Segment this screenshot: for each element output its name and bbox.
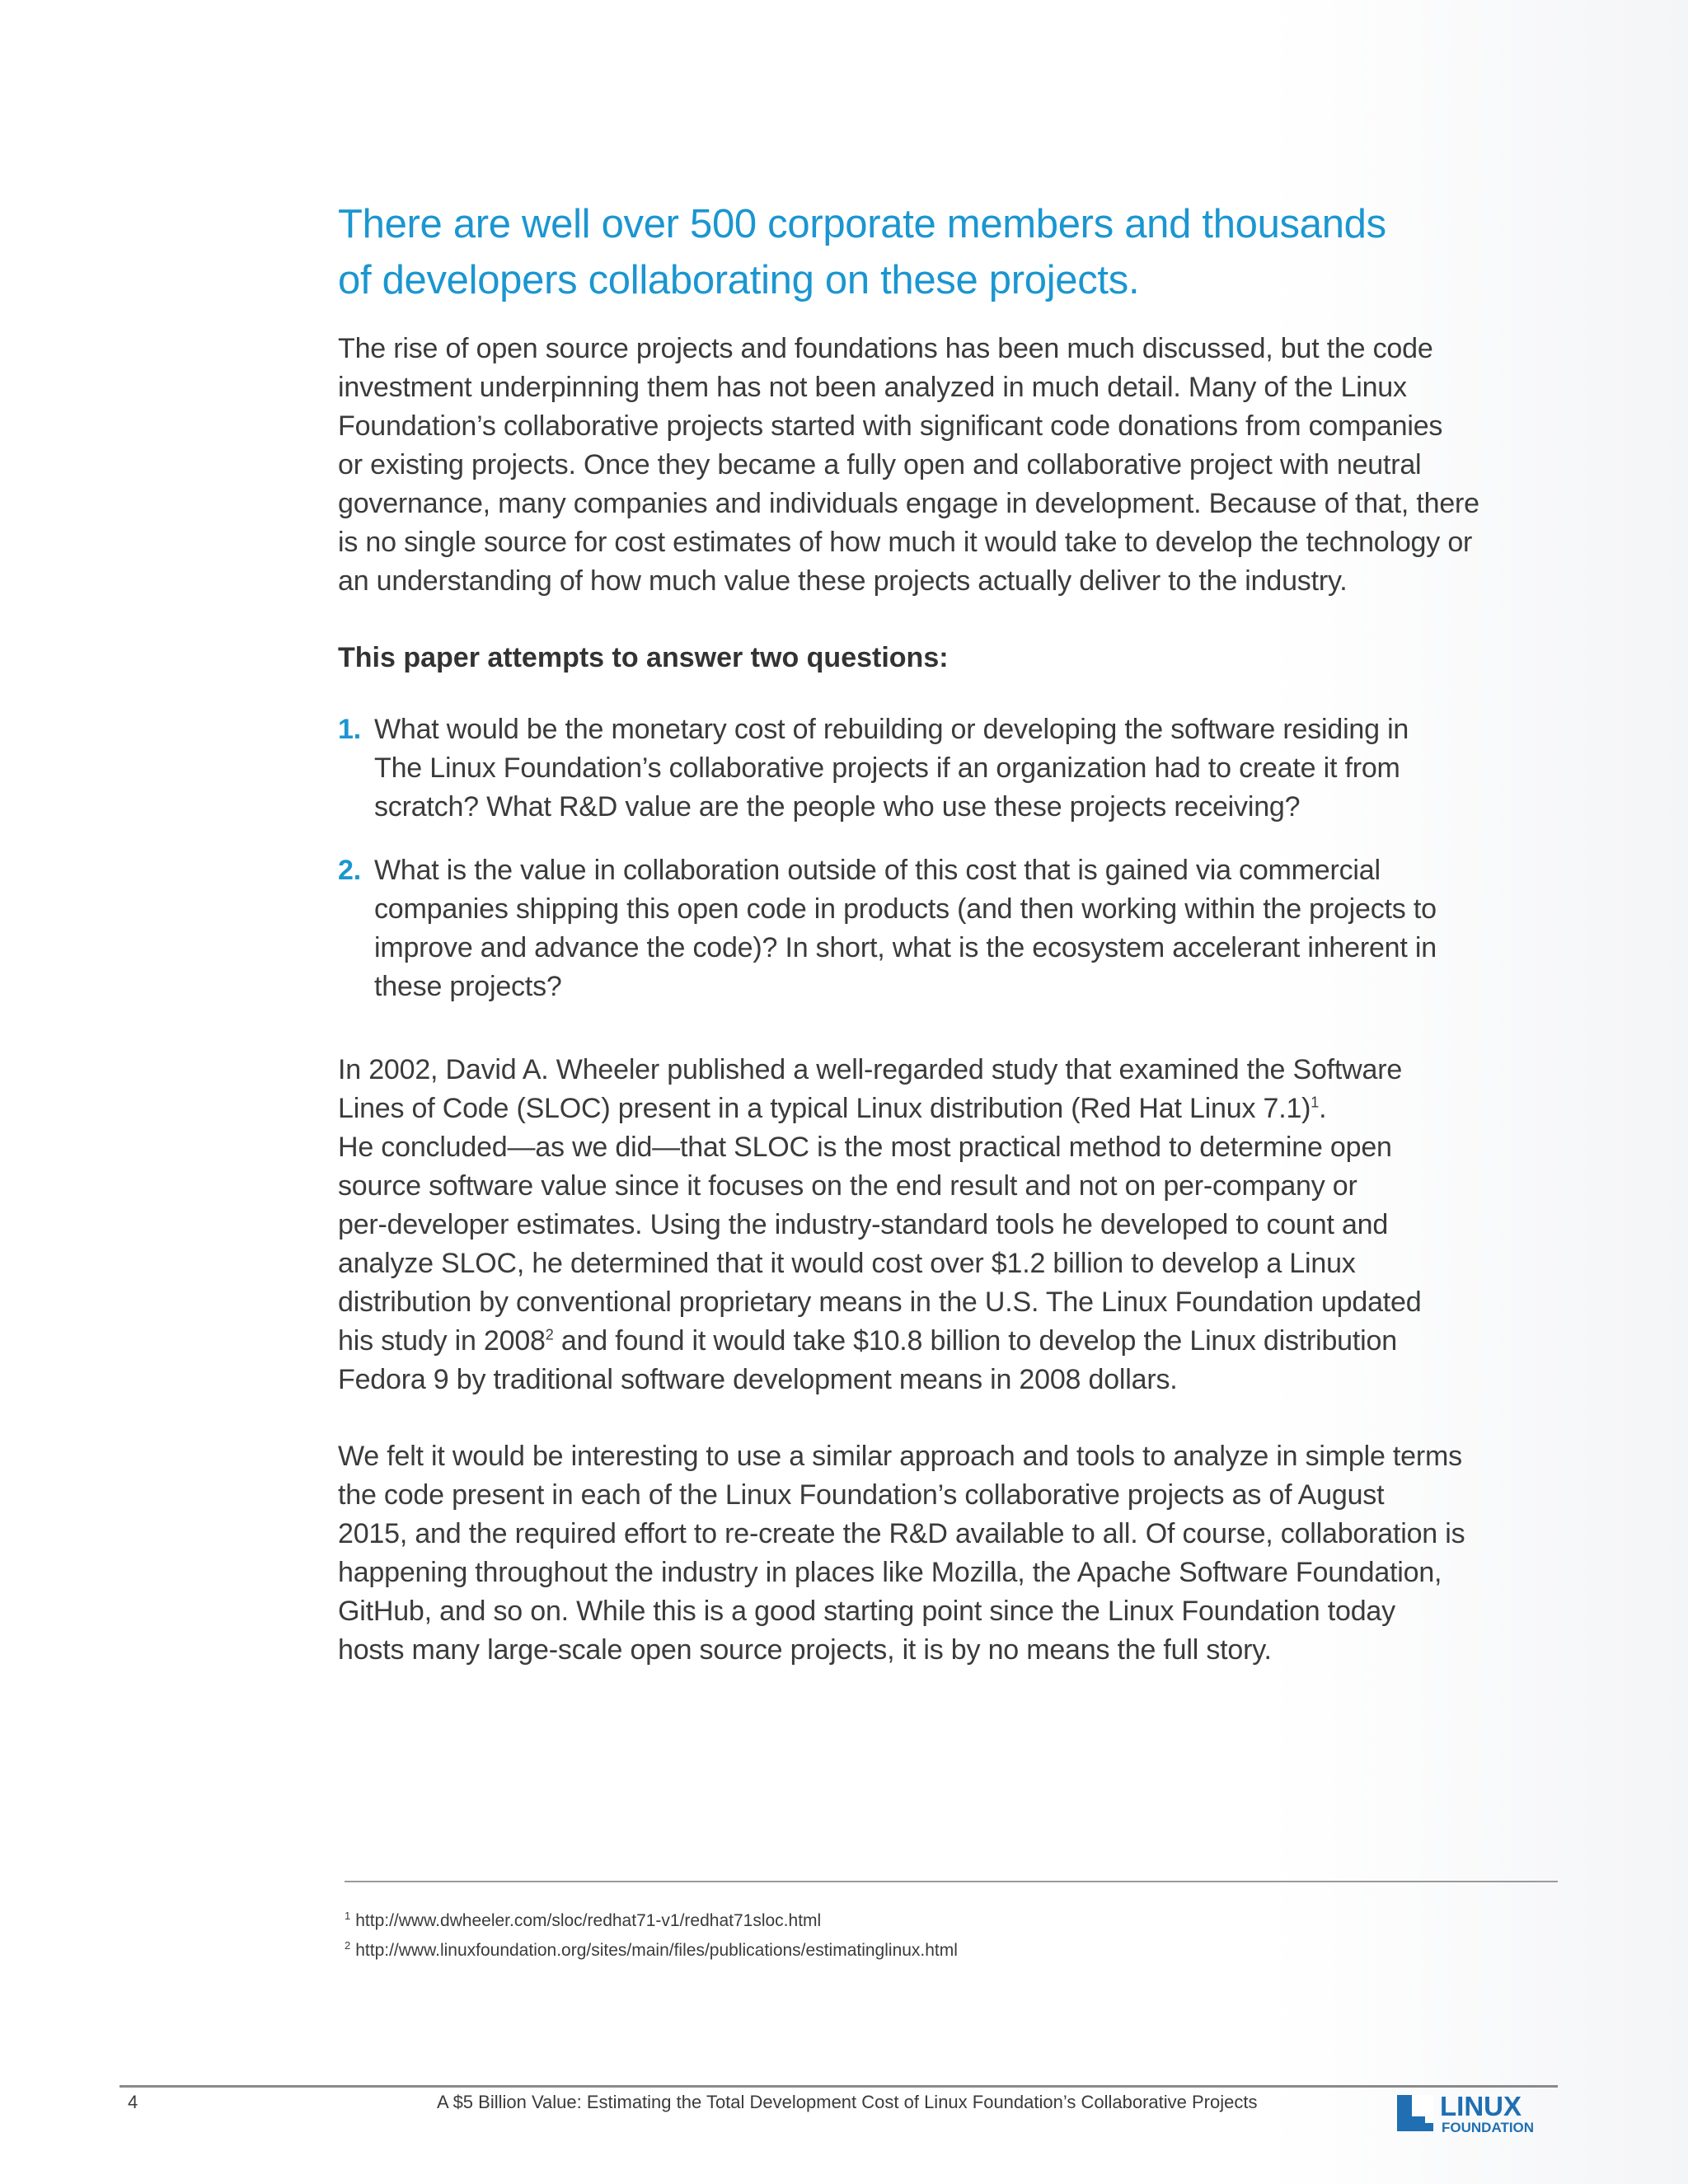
paragraph-line: distribution by conventional proprietary means in the U.S. The Linux Foundation updated [338, 1286, 1422, 1318]
question-line: What is the value in collaboration outside of this cost that is gained via commercial [374, 855, 1381, 886]
paragraph-line: source software value since it focuses on the end result and not on per-company or [338, 1170, 1357, 1202]
paragraph-line [338, 1090, 1558, 1128]
linux-foundation-logo-icon [1395, 2090, 1560, 2136]
paragraph-line: He concluded—as we did—that SLOC is the most practical method to determine open [338, 1132, 1392, 1163]
question-item [338, 710, 1558, 827]
footnote-mark: 1 [345, 1910, 351, 1922]
footnote-ref: 2 [545, 1326, 554, 1343]
intro-paragraph [338, 330, 1558, 601]
question-line: What would be the monetary cost of rebuilding or developing the software residing in [374, 714, 1409, 745]
headline-line: of developers collaborating on these projects. [338, 258, 1140, 302]
question-line: The Linux Foundation’s collaborative projects if an organization had to create it from [374, 752, 1400, 784]
footnote-item [345, 1933, 958, 1963]
line-text: his study in 2008 [338, 1325, 546, 1357]
question-number: 2. [338, 855, 361, 886]
paragraph-line: In 2002, David A. Wheeler published a well-regarded study that examined the Software [338, 1054, 1403, 1085]
paragraph-line: analyze SLOC, he determined that it would cost over $1.2 billion to develop a Linux [338, 1248, 1356, 1279]
main-content [338, 196, 1558, 1670]
page-number: 4 [128, 2092, 138, 2112]
question-line: scratch? What R&D value are the people who use these projects receiving? [374, 791, 1301, 823]
paragraph-line: Foundation’s collaborative projects started with significant code donations from companies [338, 410, 1443, 442]
footnote-link[interactable]: http://www.linuxfoundation.org/sites/main/files/publications/estimatinglinux.html [355, 1941, 958, 1960]
footnotes [345, 1904, 958, 1963]
footnote-ref: 1 [1311, 1094, 1320, 1111]
footnote-link[interactable]: http://www.dwheeler.com/sloc/redhat71-v1/redhat71sloc.html [355, 1911, 822, 1930]
questions-heading: This paper attempts to answer two questions: [338, 642, 949, 673]
line-text: and found it would take $10.8 billion to develop the Linux distribution [553, 1325, 1397, 1357]
footer-divider [120, 2085, 1558, 2088]
paragraph-line: Fedora 9 by traditional software development means in 2008 dollars. [338, 1364, 1178, 1395]
question-number: 1. [338, 714, 361, 745]
paragraph-line: an understanding of how much value these projects actually deliver to the industry. [338, 565, 1348, 597]
question-line: these projects? [374, 971, 562, 1002]
paragraph-line: GitHub, and so on. While this is a good starting point since the Linux Foundation today [338, 1596, 1395, 1627]
questions-list [338, 710, 1558, 1006]
logo-word: FOUNDATION [1442, 2120, 1535, 2135]
linux-foundation-logo [1395, 2090, 1560, 2136]
page-headline [338, 196, 1558, 308]
paragraph-line: is no single source for cost estimates of how much it would take to develop the technology or [338, 527, 1473, 558]
logo-word: LINUX [1440, 2091, 1522, 2121]
wheeler-paragraph [338, 1051, 1558, 1399]
paragraph-line: or existing projects. Once they became a fully open and collaborative project with neutral [338, 449, 1422, 480]
approach-paragraph [338, 1437, 1558, 1670]
paragraph-line: investment underpinning them has not been analyzed in much detail. Many of the Linux [338, 372, 1407, 403]
line-text: Lines of Code (SLOC) present in a typical Linux distribution (Red Hat Linux 7.1) [338, 1093, 1311, 1124]
paragraph-line: the code present in each of the Linux Foundation’s collaborative projects as of August [338, 1479, 1385, 1511]
paragraph-line: hosts many large-scale open source projects, it is by no means the full story. [338, 1634, 1272, 1666]
paragraph-line: per-developer estimates. Using the industry-standard tools he developed to count and [338, 1209, 1389, 1240]
question-item [338, 851, 1558, 1006]
paragraph-line: The rise of open source projects and foundations has been much discussed, but the code [338, 333, 1433, 364]
paragraph-line: governance, many companies and individuals engage in development. Because of that, there [338, 488, 1479, 519]
headline-line: There are well over 500 corporate members and thousands [338, 202, 1386, 246]
paragraph-line: We felt it would be interesting to use a similar approach and tools to analyze in simple terms [338, 1441, 1462, 1472]
line-text: . [1319, 1093, 1327, 1124]
footnote-divider [345, 1881, 1558, 1882]
paragraph-line [338, 1322, 1558, 1361]
paragraph-line: happening throughout the industry in places like Mozilla, the Apache Software Foundation, [338, 1557, 1442, 1588]
footnote-mark: 2 [345, 1939, 351, 1952]
question-line: improve and advance the code)? In short, what is the ecosystem accelerant inherent in [374, 932, 1437, 963]
footnote-item [345, 1904, 958, 1933]
paragraph-line: 2015, and the required effort to re-create the R&D available to all. Of course, collaboration is [338, 1518, 1465, 1549]
footer-title: A $5 Billion Value: Estimating the Total Development Cost of Linux Foundation’s Collaborative Projects [437, 2092, 1258, 2112]
question-line: companies shipping this open code in products (and then working within the projects to [374, 893, 1437, 925]
